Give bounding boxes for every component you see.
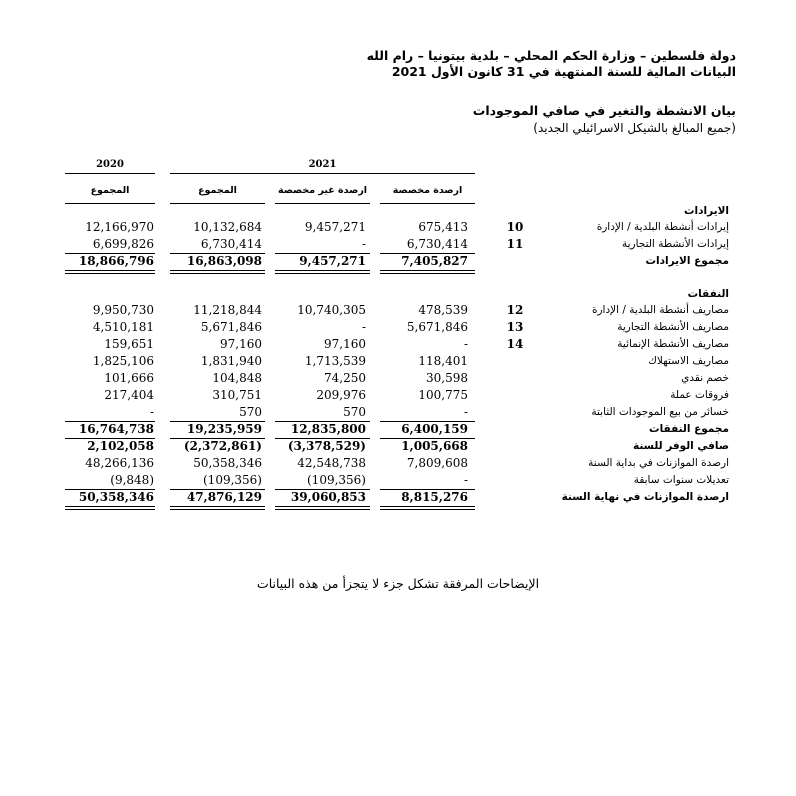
header-line-2: البيانات المالية للسنة المنتهية في 31 كانون الأول 2021 [391,64,736,79]
note-ref: 11 [506,237,524,251]
total-double-rule [170,270,265,274]
total-2021-cell: 97,160 [220,337,262,351]
total-2020-cell: 2,102,058 [87,439,154,453]
restricted-cell: 6,730,414 [406,237,468,251]
total-2020-cell: - [149,405,154,419]
table-row [0,320,796,336]
section-expenses: النفقات [687,288,729,300]
note-ref: 12 [506,303,524,317]
total-2020-cell: 4,510,181 [92,320,154,334]
row-label: تعديلات سنوات سابقة [633,474,729,486]
unrestricted-cell: 1,713,539 [304,354,366,368]
restricted-cell: - [463,405,468,419]
table-row [0,220,796,236]
total-double-rule [275,270,370,274]
total-2020-cell: 6,699,826 [92,237,154,251]
header-rule-total-2021 [170,203,265,204]
total-2020-cell: 217,404 [104,388,154,402]
total-2020-cell: 12,166,970 [85,220,154,234]
restricted-cell: 675,413 [418,220,468,234]
column-total-2021: المجموع [198,185,237,196]
total-2021-cell: 5,671,846 [200,320,262,334]
unrestricted-cell: 42,548,738 [297,456,366,470]
total-double-rule [65,506,155,510]
total-2021-cell: 16,863,098 [186,254,262,268]
restricted-cell: 100,775 [418,388,468,402]
total-double-rule [275,506,370,510]
total-2020-cell: 18,866,796 [78,254,154,268]
row-label: إيرادات الأنشطة التجارية [621,238,729,250]
total-double-rule [380,506,475,510]
restricted-cell: - [463,337,468,351]
total-2021-cell: 11,218,844 [193,303,262,317]
statement-title: بيان الانشطة والتغير في صافي الموجودات [472,103,736,118]
table-row [0,354,796,370]
table-row-total-expenses [0,422,796,438]
note-ref: 14 [506,337,524,351]
year-2021-underline [170,173,475,174]
column-unrestricted: ارصدة غير مخصصة [277,185,368,196]
statement-subtitle: (جميع المبالغ بالشيكل الاسرائيلي الجديد) [533,121,736,135]
unrestricted-cell: 74,250 [324,371,366,385]
table-row [0,388,796,404]
table-row [0,473,796,489]
row-label: مجموع النفقات [649,423,729,435]
unrestricted-cell: - [361,320,366,334]
table-row [0,405,796,421]
unrestricted-cell: 9,457,271 [299,254,366,268]
restricted-cell: 5,671,846 [406,320,468,334]
total-double-rule [65,270,155,274]
restricted-cell: 7,405,827 [401,254,468,268]
column-total-2020: المجموع [90,185,130,196]
table-row [0,456,796,472]
restricted-cell: 8,815,276 [401,490,468,504]
total-2020-cell: 1,825,106 [92,354,154,368]
total-2021-cell: 10,132,684 [193,220,262,234]
row-label: خصم نقدي [681,372,729,384]
total-double-rule [380,270,475,274]
total-double-rule [170,506,265,510]
unrestricted-cell: 570 [343,405,366,419]
unrestricted-cell: 9,457,271 [304,220,366,234]
table-row-net-surplus [0,439,796,455]
row-label: مصاريف الأنشطة التجارية [617,321,729,333]
total-2020-cell: (9,848) [110,473,154,487]
unrestricted-cell: - [361,237,366,251]
total-2021-cell: 6,730,414 [200,237,262,251]
total-2020-cell: 50,358,346 [78,490,154,504]
note-ref: 10 [506,220,524,234]
table-row-ending-balance [0,490,796,506]
restricted-cell: 478,539 [418,303,468,317]
row-label: مصاريف الأنشطة الإنمائية [617,338,729,350]
row-label: مجموع الايرادات [645,255,729,267]
row-label: مصاريف أنشطة البلدية / الإدارة [591,304,729,316]
row-label: مصاريف الاستهلاك [648,355,729,367]
unrestricted-cell: 97,160 [324,337,366,351]
header-rule-restricted [380,203,475,204]
note-ref: 13 [506,320,524,334]
table-row-total-revenues [0,254,796,270]
total-2021-cell: 19,235,959 [186,422,262,436]
column-restricted: ارصدة مخصصة [392,185,463,196]
header-line-1: دولة فلسطين – وزارة الحكم المحلي – بلدية بيتونيا – رام الله [366,48,736,63]
year-2021-header: 2021 [308,159,337,170]
total-2020-cell: 16,764,738 [78,422,154,436]
row-label: صافي الوفر للسنة [633,440,729,452]
table-row [0,303,796,319]
total-2021-cell: 47,876,129 [186,490,262,504]
total-2020-cell: 48,266,136 [85,456,154,470]
unrestricted-cell: (109,356) [307,473,366,487]
unrestricted-cell: 10,740,305 [297,303,366,317]
header-rule-2020 [65,203,155,204]
year-2020-header: 2020 [96,159,124,170]
restricted-cell: - [463,473,468,487]
year-2020-underline [65,173,155,174]
total-2020-cell: 9,950,730 [92,303,154,317]
row-label: خسائر من بيع الموجودات الثابتة [591,406,729,418]
restricted-cell: 1,005,668 [401,439,468,453]
total-2021-cell: 104,848 [212,371,262,385]
total-2020-cell: 101,666 [104,371,154,385]
unrestricted-cell: 39,060,853 [290,490,366,504]
row-label: فروقات عملة [670,389,729,401]
unrestricted-cell: 12,835,800 [290,422,366,436]
restricted-cell: 7,809,608 [406,456,468,470]
restricted-cell: 118,401 [418,354,468,368]
row-label: إيرادات أنشطة البلدية / الإدارة [596,221,729,233]
total-2020-cell: 159,651 [104,337,154,351]
table-row [0,337,796,353]
restricted-cell: 30,598 [426,371,468,385]
unrestricted-cell: 209,976 [316,388,366,402]
total-2021-cell: 1,831,940 [200,354,262,368]
total-2021-cell: (2,372,861) [183,439,262,453]
total-2021-cell: 570 [239,405,262,419]
footer-note: الإيضاحات المرفقة تشكل جزء لا يتجزأ من هذه البيانات [256,576,540,591]
table-row [0,371,796,387]
header-rule-unrestricted [275,203,370,204]
restricted-cell: 6,400,159 [401,422,468,436]
row-label: ارصدة الموازنات في بداية السنة [588,457,729,469]
unrestricted-cell: (3,378,529) [287,439,366,453]
total-2021-cell: (109,356) [203,473,262,487]
total-2021-cell: 310,751 [212,388,262,402]
row-label: ارصدة الموازنات في نهاية السنة [561,491,729,503]
total-2021-cell: 50,358,346 [193,456,262,470]
section-revenues: الايرادات [683,205,729,217]
table-row [0,237,796,253]
